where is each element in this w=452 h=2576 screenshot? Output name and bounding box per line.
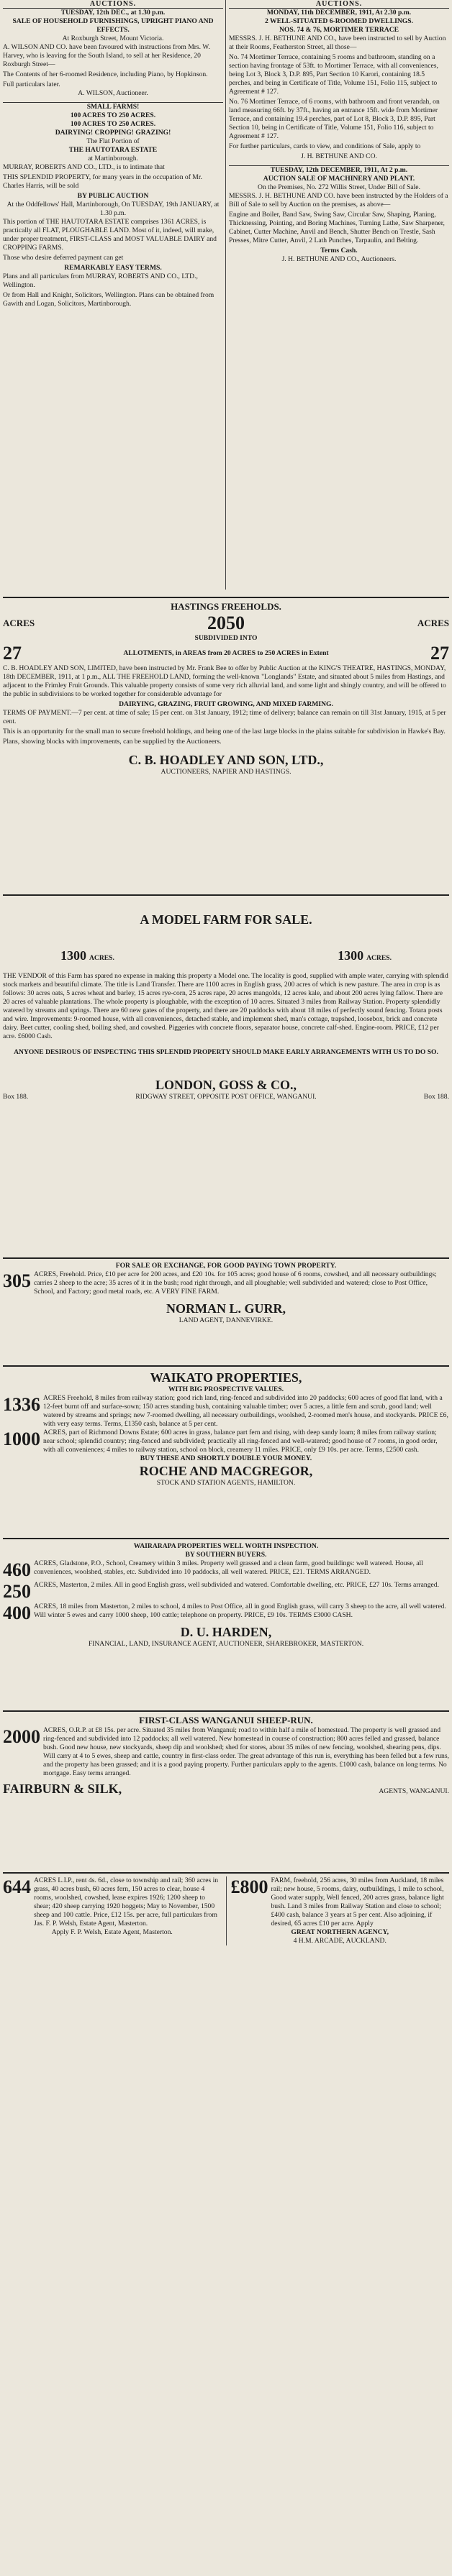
- machinery-sale-ad: [229, 166, 449, 264]
- acres-label-right: ACRES: [417, 618, 449, 628]
- ad-body: ACRES, Gladstone, P.O., School, Creamery within 3 miles. Property well grassed and a clean farm, good buildings: well watered. House, all conveniences, woolshed, stables, etc. Subdivided into 10 paddocks, all well watered. PRICE, £21. TERMS ARRANGED.: [34, 1559, 423, 1576]
- allotments-number-right: 27: [430, 643, 449, 664]
- ad-body: ACRES, O.R.P. at £8 15s. per acre. Situated 35 miles from Wanganui; road to within half a mile of homestead. The property is well grassed and ring-fenced and subdivided into 12 paddocks; all well watered. New homestead in course of construction; 800 acres felled and grassed, balance bush. Good new house, new stockyards, sheep dip and woolshed; shed for stores, about 35 miles of new fencing, woolshed, shearing pens, dips. Will carry at 4 to 5 ewes, sheep and cattle, country in first-class order. The great advantage of this run is, everything has been felled but a few runs, and the property has been grassed; and it is a good paying property. Further particulars apply to the agents. £1000 cash, balance on long terms. No mortgage. Easy terms arranged.: [43, 1726, 449, 1777]
- ad-location: On the Premises, No. 272 Willis Street, Under Bill of Sale.: [258, 183, 420, 191]
- ad-subtitle: DAIRYING! CROPPING! GRAZING!: [55, 129, 171, 137]
- ad-body-3: This portion of THE HAUTOTARA ESTATE comprises 1361 ACRES, is practically all FLAT, PLOUGHABLE LAND. Most of it, indeed, will make, under proper treatment, FIRST-CLASS and MOST VALUABLE DAIRY and CROPPING FARMS.: [3, 218, 217, 252]
- ad-flat: The Flat Portion of: [86, 137, 140, 145]
- ad-body: C. B. HOADLEY AND SON, LIMITED, have been instructed by Mr. Frank Bee to offer by Public Auction at the KING'S THEATRE, HASTINGS, MONDAY, 18th DECEMBER, 1911, at 1 p.m., ALL THE FREEHOLD LAND, forming the well-known "Longlands" Estate, and situated about 5 miles from Hastings, and adjacent to the Frimley Fruit Grounds. This valuable property consists of some very rich alluvial land, and some light and shingly country, and will be offered to the public in subdivisions to be worked together for considerable advantage for: [3, 664, 446, 698]
- price-number: £800: [230, 1876, 268, 1897]
- ad-body: MESSRS. J. H. BETHUNE AND CO. have been instructed by the Holders of a Bill of Sale to sell by Auction on the premises, as above—: [229, 192, 448, 208]
- ad-body: ACRES, Freehold. Price, £10 per acre for 200 acres, and £20 10s. for 105 acres; good house of 6 rooms, cowshed, and all necessary outbuildings; carries 2 sheep to the acre; 35 acres of it in the bush; road right through, and all ploughable; well subdivided and watered; close to Post Office, School, and Factory; good metal roads, etc. A VERY FINE FARM.: [34, 1270, 437, 1296]
- ad-body: ACRES Freehold, 8 miles from railway station; good rich land, ring-fenced and subdivided into 20 paddocks; 600 acres of good flat land, with a 12-feet burnt off and surface-sown; 150 acres standing bush, containing valuable timber; over 5 acres, a little fern and scrub, good land; well watered by streams and springs; new 7-roomed dwelling, all necessary outbuildings, woolshed, 2-roomed men's house, and stockyards. PRICE £6, with very easy terms. Terms, £1350 cash, balance at 5 per cent.: [43, 1394, 448, 1428]
- waikato-properties-ad: [3, 1362, 449, 1488]
- ad-firm-sub: AGENTS, WANGANUI.: [379, 1787, 449, 1795]
- ad-body: THIS SPLENDID PROPERTY, for many years in the occupation of Mr. Charles Harris, will be sold: [3, 173, 202, 190]
- ad-firm: NORMAN L. GURR,: [166, 1301, 286, 1316]
- ad-terms: Terms Cash.: [320, 247, 358, 255]
- column-divider: [225, 0, 226, 590]
- ad-body: MESSRS. J. H. BETHUNE AND CO., have been instructed to sell by Auction at their Rooms, Featherston Street, all those—: [229, 35, 446, 51]
- ad-subtitle: NOS. 74 & 76, MORTIMER TERRACE: [279, 26, 399, 34]
- acres-label-right: ACRES.: [366, 954, 392, 962]
- acres-label-left: ACRES.: [89, 954, 114, 962]
- ad-body-4: Those who desire deferred payment can get: [3, 254, 124, 262]
- acres-label-left: ACRES: [3, 618, 35, 628]
- ad-date: TUESDAY, 12th DECEMBER, 1911, At 2 p.m.: [270, 166, 408, 174]
- ad-further: For further particulars, cards to view, and conditions of Sale, apply to: [229, 142, 421, 150]
- ad-title: SMALL FARMS!: [86, 103, 140, 111]
- acres-number: 2050: [207, 613, 245, 633]
- ad-firm: FAIRBURN & SILK,: [3, 1782, 122, 1796]
- auckland-farm-ad: [227, 1876, 450, 1945]
- ad-body-2: This is an opportunity for the small man to secure freehold holdings, and being one of the last large blocks in the plains suitable for subdivision in Hawke's Bay.: [3, 728, 446, 735]
- ad-body-2: ACRES, Masterton, 2 miles. All in good English grass, well subdivided and watered. Comfortable dwelling, etc. PRICE, £27 10s. Terms arranged.: [34, 1581, 439, 1589]
- ad-firm: MURRAY, ROBERTS AND CO., LTD., is to intimate that: [3, 163, 165, 171]
- ad-firm: C. B. HOADLEY AND SON, LTD.,: [128, 753, 324, 767]
- box-right: Box 188.: [423, 1093, 449, 1101]
- acres-number-2: 250: [3, 1581, 31, 1602]
- ad-signature: J. H. BETHUNE AND CO.: [301, 152, 377, 160]
- ad-body-3: ACRES, 18 miles from Masterton, 2 miles to school, 4 miles to Post Office, all in good English grass, will carry 3 sheep to the acre, all well watered. Will winter 5 ewes and carry 1000 sheep, 100 cattle; telephone on property. PRICE, £9 10s. TERMS £3000 CASH.: [34, 1603, 446, 1619]
- ad-title: FIRST-CLASS WANGANUI SHEEP-RUN.: [139, 1715, 313, 1725]
- bottom-ads: [3, 1869, 449, 1945]
- right-column-header: AUCTIONS.: [315, 0, 363, 8]
- ad-terms: TERMS OF PAYMENT.—7 per cent. at time of sale; 15 per cent. on 31st January, 1912; time of delivery; balance can remain on till 31st January, 1915, at 5 per cent.: [3, 709, 446, 725]
- ad-terms: REMARKABLY EASY TERMS.: [64, 264, 162, 272]
- ad-plans: Plans and all particulars from MURRAY, ROBERTS AND CO., LTD., Wellington.: [3, 272, 198, 289]
- ad-body-3: No. 76 Mortimer Terrace, of 6 rooms, with bathroom and front verandah, on land measuring 66ft. by 37ft., having an entrance 15ft. wide from Mortimer Terrace, and containing 19.4 perches, part of Lot 8, Block 3, D.P. 895, Part Section 10, being in Certificate of Title, Volume 151, Folio 116, subject to Agreement # 127.: [229, 98, 440, 140]
- ad-body: FARM, freehold, 256 acres, 30 miles from Auckland, 18 miles rail; new house, 5 rooms, dairy, outbuildings, 1 mile to school, Good water supply, Well fenced, 200 acres grass, balance light bush. Land 3 miles from Railway Station and close to school; £400 cash, balance 3 years at 5 per cent. Also adjoining, if desired, 65 acres £10 per acre. Apply: [271, 1876, 444, 1928]
- ad-address: RIDGWAY STREET, OPPOSITE POST OFFICE, WANGANUI.: [135, 1093, 317, 1101]
- acres-number: 305: [3, 1270, 31, 1291]
- ad-or: Or from Hall and Knight, Solicitors, Wellington. Plans can be obtained from Gawith and Logan, Solicitors, Martinborough.: [3, 291, 214, 308]
- ad-firm: D. U. HARDEN,: [180, 1625, 272, 1639]
- acres-number-2: 1000: [3, 1429, 40, 1449]
- box-left: Box 188.: [3, 1093, 29, 1101]
- ad-by-public: BY PUBLIC AUCTION: [77, 192, 149, 200]
- ad-full-particulars: Full particulars later.: [3, 81, 60, 88]
- ad-body-2: Engine and Boiler, Band Saw, Swing Saw, Circular Saw, Shaping, Planing, Thicknessing, Pointing, and Boring Machines, Turning Lathe, Saw Sharpener, Cabinet, Cutter Machine, Anvil and Bench, Shutter Bench on Trestle, Sash Presses, Mitre Cutter, Anvil, 2 Lath Punches, Tarpaulin, and Belting.: [229, 211, 445, 244]
- ad-date: TUESDAY, 12th DEC., at 1.30 p.m.: [60, 9, 166, 17]
- ad-body: ACRES L.I.P., rent 4s. 6d., close to township and rail; 360 acres in grass, 40 acres bush, 60 acres fern, 150 acres to clear, house 4 rooms, woolshed, cowshed, lease expires 1926; 1200 sheep to shear; 420 sheep carrying 1920 hoggets; May to November, 1500 sheep and 100 cattle. Price, £12 15s. per acre, full particulars from Jas. F. P. Welsh, Estate Agent, Masterton.: [34, 1876, 219, 1928]
- wairarapa-properties-ad: [3, 1535, 449, 1649]
- ad-firm: ROCHE AND MACGREGOR,: [139, 1464, 313, 1478]
- acres-number-left: 1300: [60, 948, 86, 963]
- model-farm-ad: [3, 891, 449, 1101]
- small-farms-ad: [3, 103, 223, 308]
- ad-firm-sub: LAND AGENT, DANNEVIRKE.: [178, 1316, 274, 1324]
- ad-subtitle: SUBDIVIDED INTO: [194, 634, 258, 642]
- ad-title: WAIRARAPA PROPERTIES WELL WORTH INSPECTION.: [133, 1542, 319, 1550]
- ad-line-2: 100 ACRES TO 250 ACRES.: [70, 120, 156, 128]
- for-sale-exchange-ad: [3, 1255, 449, 1325]
- ad-note: ANYONE DESIROUS OF INSPECTING THIS SPLENDID PROPERTY SHOULD MAKE EARLY ARRANGEMENTS WITH US TO DO SO.: [14, 1048, 438, 1056]
- acres-number-right: 1300: [338, 948, 364, 963]
- acres-number: 2000: [3, 1726, 40, 1747]
- allotments-number: 27: [3, 643, 22, 664]
- ad-signature: A. WILSON, Auctioneer.: [78, 89, 148, 97]
- ad-signature: J. H. BETHUNE AND CO., Auctioneers.: [281, 255, 397, 263]
- acres-number: 1336: [3, 1394, 40, 1415]
- ad-firm: LONDON, GOSS & CO.,: [155, 1078, 297, 1092]
- ad-estate: THE HAUTOTARA ESTATE: [68, 146, 158, 154]
- ad-firm-sub: AUCTIONEERS, NAPIER AND HASTINGS.: [161, 768, 291, 776]
- right-auctions-column: [229, 0, 449, 268]
- hastings-freeholds-ad: [3, 594, 449, 776]
- dwellings-sale-ad: [229, 9, 449, 161]
- acres-number: 644: [3, 1876, 31, 1897]
- ad-title: FOR SALE OR EXCHANGE, FOR GOOD PAYING TOWN PROPERTY.: [115, 1262, 337, 1270]
- wanganui-sheep-run-ad: [3, 1708, 449, 1797]
- masterton-ad: [3, 1876, 227, 1945]
- ad-title: SALE OF HOUSEHOLD FURNISHINGS, UPRIGHT PIANO AND EFFECTS.: [12, 17, 214, 34]
- left-auctions-column: [3, 0, 223, 313]
- ad-title: 2 WELL-SITUATED 6-ROOMED DWELLINGS.: [265, 17, 413, 25]
- ad-body-2: ACRES, part of Richmond Downs Estate; 600 acres in grass, balance part fern and rising, with deep sandy loam; 8 miles from railway station; near school; splendid country; ring-fenced and subdivided; practically all ring-fenced and well-watered; good house of 7 rooms, in good order, with all conveniences; 4 miles to railway station, school on block, creamery 11 miles. PRICE, only £9 10s. per acre. Terms, £2500 cash.: [43, 1429, 438, 1454]
- ad-at: At the Oddfellows' Hall, Martinborough, On TUESDAY, 19th JANUARY, at 1.30 p.m.: [6, 201, 220, 217]
- left-column-header: AUCTIONS.: [89, 0, 137, 8]
- acres-number: 460: [3, 1559, 31, 1580]
- ad-tagline: BUY THESE AND SHORTLY DOUBLE YOUR MONEY.: [140, 1454, 312, 1462]
- ad-body: A. WILSON AND CO. have been favoured with instructions from Mrs. W. Harvey, who is leaving for the South Island, to sell at her Residence, 20 Roxburgh Street—: [3, 43, 210, 68]
- ad-body-2: The Contents of her 6-roomed Residence, including Piano, by Hopkinson.: [3, 70, 208, 78]
- ad-tag: DAIRYING, GRAZING, FRUIT GROWING, AND MIXED FARMING.: [119, 700, 333, 708]
- ad-subtitle: BY SOUTHERN BUYERS.: [185, 1551, 267, 1559]
- ad-title: A MODEL FARM FOR SALE.: [140, 912, 312, 927]
- ad-firm: GREAT NORTHERN AGENCY,: [291, 1928, 389, 1936]
- ad-title: HASTINGS FREEHOLDS.: [171, 601, 281, 612]
- ad-body: THE VENDOR of this Farm has spared no expense in making this property a Model one. The locality is good, supplied with ample water, carrying with splendid stock markets and beautiful climate. The title is Land Transfer. There are 1100 acres in English grass, 200 acres of which is new pasture. The area in crop is as follows: 30 acres oats, 5 acres wheat and barley, 15 acres rye-corn, 25 acres rape, 20 acres mangolds, 12 acres kale, and about 200 acres lying fallow. There are 20 acres of valuable plantations. The whole property is ploughable, with the exception of 10 acres. Situated 3 miles from Railway Station. Property splendidly watered by streams and springs. There are 60 new gates of the property, and there are 20 paddocks with about 18 miles of perfectly sound fencing. Totara posts and wire. Improvements: 9-roomed house, with all conveniences, detached stable, and implement shed, man's cottage, trapshed, loosebox, brick and concrete dairy. Beet cutter, cooling shed, boiling shed, and cowshed. Piggeries with concrete floors, separator house, concrete calf-shed. Engine-room. PRICE, £12 per acre. £6000 Cash.: [3, 972, 448, 1040]
- ad-body-2: No. 74 Mortimer Terrace, containing 5 rooms and bathroom, standing on a section having frontage of 53ft. to Mortimer Terrace, with all conveniences, being Lot 3, Block 3, D.P. 895, Part Section 10 Karori, containing 18.5 perches, and being in Certificate of Title, Volume 151, Folio 115, subject to Agreement # 127.: [229, 53, 438, 96]
- ad-body-3: Plans, showing blocks with improvements, can be supplied by the Auctioneers.: [3, 738, 222, 746]
- ad-line-1: 100 ACRES TO 250 ACRES.: [70, 111, 156, 119]
- ad-subtitle: WITH BIG PROSPECTIVE VALUES.: [168, 1385, 284, 1393]
- ad-title: WAIKATO PROPERTIES,: [150, 1370, 302, 1385]
- ad-signature: Apply F. P. Welsh, Estate Agent, Masterton.: [51, 1928, 173, 1936]
- household-sale-ad: [3, 9, 223, 98]
- ad-firm-sub: FINANCIAL, LAND, INSURANCE AGENT, AUCTIONEER, SHAREBROKER, MASTERTON.: [88, 1640, 364, 1648]
- ad-date: MONDAY, 11th DECEMBER, 1911, At 2.30 p.m.: [266, 9, 412, 17]
- ad-title: AUCTION SALE OF MACHINERY AND PLANT.: [263, 175, 415, 183]
- ad-firm-sub: STOCK AND STATION AGENTS, HAMILTON.: [156, 1479, 296, 1487]
- allotments-lead: ALLOTMENTS, in AREAS from 20 ACRES to 250 ACRES in Extent: [123, 649, 329, 657]
- acres-number-3: 400: [3, 1603, 31, 1623]
- ad-location: At Roxburgh Street, Mount Victoria.: [62, 35, 164, 42]
- ad-firm-sub: 4 H.M. ARCADE, AUCKLAND.: [293, 1937, 387, 1945]
- ad-place: at Martinborough.: [88, 155, 138, 162]
